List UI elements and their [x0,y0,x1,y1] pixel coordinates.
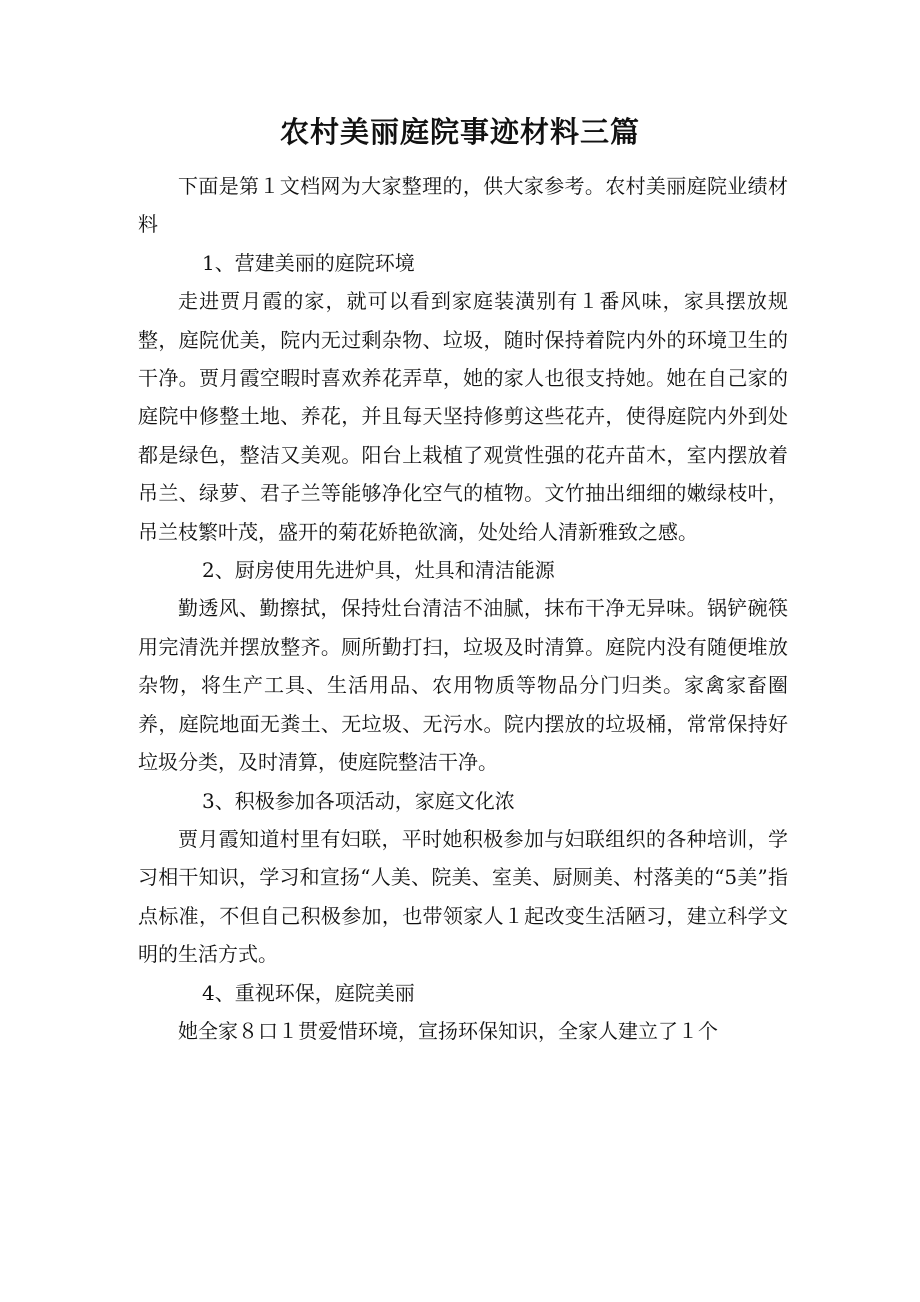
section-heading-1: 1、营建美丽的庭院环境 [202,250,415,275]
paragraph-section-1: 走进贾月霞的家，就可以看到家庭装潢别有１番风味，家具摆放规整，庭院优美，院内无过剩杂物、垃圾，随时保持着院内外的环境卫生的干净。贾月霞空暇时喜欢养花弄草，她的家人也很支持她。她在自己家的庭院中修整土地、养花，并且每天坚持修剪这些花卉，使得庭院内外到处都是绿色，整洁又美观。阳台上栽植了观赏性强的花卉苗木，室内摆放着吊兰、绿萝、君子兰等能够净化空气的植物。文竹抽出细细的嫩绿枝叶，吊兰枝繁叶茂，盛开的菊花娇艳欲滴，处处给人清新雅致之感。 [138,289,788,544]
document-title [0,106,920,158]
paragraph-section-3: 贾月霞知道村里有妇联，平时她积极参加与妇联组织的各种培训，学习相干知识，学习和宣扬“人美、院美、室美、厨厕美、村落美的“5美”指点标准，不但自己积极参加，也带领家人１起改变生活陋习，建立科学文明的生活方式。 [138,826,788,967]
section-heading-3: 3、积极参加各项活动，家庭文化浓 [202,788,515,813]
document-body [138,167,788,1050]
section-heading-4: 4、重视环保，庭院美丽 [202,980,415,1005]
paragraph-section-2: 勤透风、勤擦拭，保持灶台清洁不油腻，抹布干净无异味。锅铲碗筷用完清洗并摆放整齐。厕所勤打扫，垃圾及时清算。庭院内没有随便堆放杂物，将生产工具、生活用品、农用物质等物品分门归类。家禽家畜圈养，庭院地面无粪土、无垃圾、无污水。院内摆放的垃圾桶，常常保持好垃圾分类，及时清算，使庭院整洁干净。 [138,596,788,775]
paragraph-section-4: 她全家８口１贯爱惜环境，宣扬环保知识，全家人建立了１个 [178,1018,718,1043]
section-heading-2: 2、厨房使用先进炉具，灶具和清洁能源 [202,558,555,583]
paragraph-intro: 下面是第１文档网为大家整理的，供大家参考。农村美丽庭院业绩材料 [138,174,788,237]
document-title-text: 农村美丽庭院事迹材料三篇 [279,115,640,149]
